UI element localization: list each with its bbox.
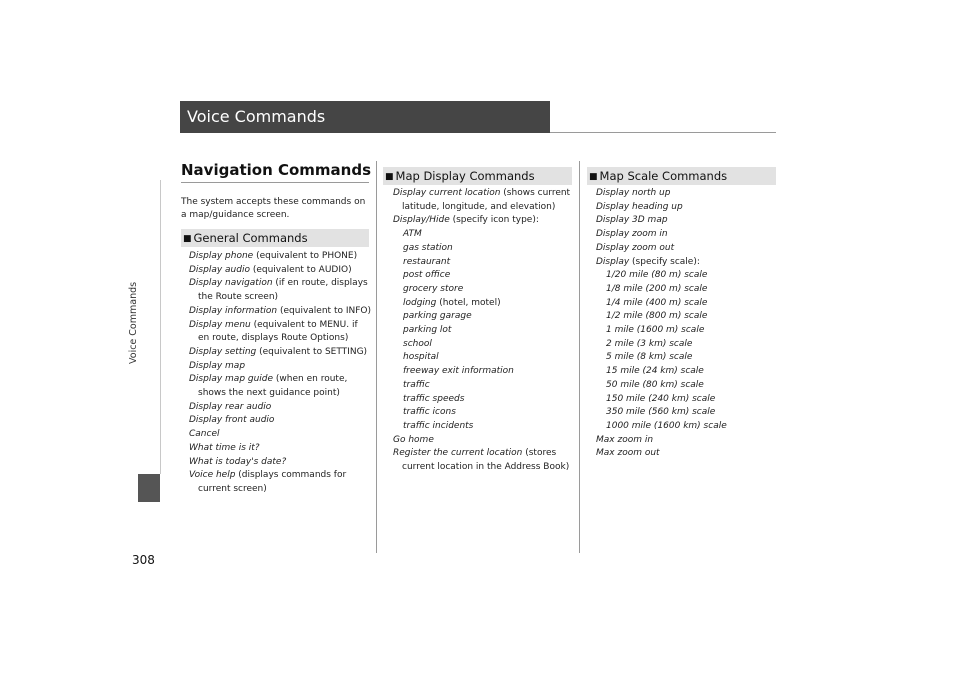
map-display-commands-list xyxy=(393,187,571,475)
command-note: (shows current latitude, longitude, and elevation) xyxy=(402,188,571,212)
command-phrase: Display front audio xyxy=(189,415,275,426)
command-item xyxy=(189,277,371,304)
heading-label: General Commands xyxy=(193,231,308,245)
command-item xyxy=(189,414,371,428)
command-item xyxy=(596,214,772,228)
command-item xyxy=(189,469,371,496)
intro-text: The system accepts these commands on a map/guidance screen. xyxy=(181,197,366,220)
scale-item: 1000 mile (1600 km) scale xyxy=(606,420,727,431)
command-phrase: Display heading up xyxy=(596,201,683,212)
section-title: Navigation Commands xyxy=(181,161,372,179)
command-note: (equivalent to AUDIO) xyxy=(249,264,352,275)
command-phrase: Display north up xyxy=(596,188,671,198)
command-phrase: Display rear audio xyxy=(189,401,272,412)
column-divider xyxy=(579,161,580,553)
command-phrase: Voice help xyxy=(189,470,236,481)
section-title-rule xyxy=(181,182,369,183)
command-phrase: Display navigation xyxy=(189,278,273,289)
scale-item: 1/4 mile (400 m) scale xyxy=(606,297,708,308)
command-item xyxy=(393,283,571,297)
command-note: (if en route, displays the Route screen) xyxy=(198,278,368,303)
command-phrase: grocery store xyxy=(403,283,464,294)
command-note: (specify icon type): xyxy=(449,215,539,226)
command-item xyxy=(393,406,571,420)
command-item xyxy=(189,319,371,346)
command-item xyxy=(189,305,371,319)
command-item xyxy=(596,228,772,242)
section-marker-icon: ■ xyxy=(385,172,394,182)
command-phrase: Display 3D map xyxy=(596,215,668,226)
command-phrase: parking garage xyxy=(403,311,472,322)
command-item xyxy=(189,373,371,400)
command-item xyxy=(596,256,772,270)
side-tab xyxy=(138,180,161,474)
command-phrase: Display audio xyxy=(189,264,250,275)
command-item xyxy=(393,365,571,379)
command-note: (hotel, motel) xyxy=(436,297,501,308)
command-item xyxy=(393,324,571,338)
scale-item: 1/8 mile (200 m) scale xyxy=(606,283,708,294)
command-phrase: What time is it? xyxy=(189,442,260,453)
command-item xyxy=(596,187,772,201)
section-marker-icon: ■ xyxy=(183,234,192,244)
command-item xyxy=(393,269,571,283)
command-phrase: Display/Hide xyxy=(393,215,450,226)
scale-item: 1/20 mile (80 m) scale xyxy=(606,270,708,281)
command-phrase: Cancel xyxy=(189,429,220,440)
command-phrase: Max zoom out xyxy=(596,448,660,459)
command-item xyxy=(393,310,571,324)
command-item xyxy=(393,393,571,407)
command-note: (equivalent to INFO) xyxy=(277,305,371,316)
command-note: (equivalent to SETTING) xyxy=(256,346,368,357)
scale-item: 150 mile (240 km) scale xyxy=(606,393,716,404)
general-commands-heading xyxy=(181,229,369,247)
command-item xyxy=(393,187,571,214)
command-item xyxy=(393,351,571,365)
scale-item: 15 mile (24 km) scale xyxy=(606,366,704,377)
map-scale-heading xyxy=(587,167,776,185)
command-phrase: freeway exit information xyxy=(403,366,514,377)
command-phrase: Display zoom out xyxy=(596,242,675,253)
command-item xyxy=(393,256,571,270)
command-item xyxy=(393,447,571,474)
scale-item: 50 mile (80 km) scale xyxy=(606,379,704,390)
command-note: (displays commands for current screen) xyxy=(198,470,347,494)
command-phrase: Display map guide xyxy=(189,374,274,385)
command-item xyxy=(189,250,371,264)
command-phrase: Go home xyxy=(393,434,434,445)
command-item xyxy=(189,346,371,360)
command-phrase: Max zoom in xyxy=(596,434,654,445)
command-phrase: post office xyxy=(403,270,451,281)
scale-item: 2 mile (3 km) scale xyxy=(606,338,693,349)
side-tab-marker xyxy=(138,474,160,502)
command-phrase: traffic incidents xyxy=(403,420,474,431)
side-tab-label: Voice Commands xyxy=(128,281,139,364)
command-phrase: Display information xyxy=(189,305,278,316)
command-note: (equivalent to MENU. if en route, displays Route Options) xyxy=(198,319,358,344)
command-note: (specify scale): xyxy=(629,256,700,267)
command-item xyxy=(393,338,571,352)
scale-item: 5 mile (8 km) scale xyxy=(606,352,693,363)
command-item xyxy=(596,242,772,256)
command-item xyxy=(393,434,571,448)
general-commands-list xyxy=(189,250,371,497)
command-item xyxy=(596,447,772,461)
command-item xyxy=(189,401,371,415)
command-item xyxy=(393,214,571,228)
command-item xyxy=(393,420,571,434)
command-item xyxy=(189,456,371,470)
command-phrase: Display menu xyxy=(189,319,251,330)
column-divider xyxy=(376,161,377,553)
command-phrase: parking lot xyxy=(403,325,452,336)
page-number: 308 xyxy=(132,553,155,567)
command-item xyxy=(189,428,371,442)
command-item xyxy=(596,434,772,448)
command-phrase: traffic speeds xyxy=(403,393,465,404)
command-item xyxy=(393,242,571,256)
scale-item: 1 mile (1600 m) scale xyxy=(606,325,705,336)
command-note: (equivalent to PHONE) xyxy=(253,251,358,261)
command-phrase: traffic icons xyxy=(403,407,456,418)
command-phrase: ATM xyxy=(403,229,422,240)
command-item xyxy=(596,201,772,215)
command-phrase: restaurant xyxy=(403,256,451,267)
command-phrase: Display current location xyxy=(393,188,501,198)
command-phrase: Display phone xyxy=(189,251,254,261)
command-phrase: lodging xyxy=(403,297,437,308)
section-marker-icon: ■ xyxy=(589,172,598,182)
map-display-heading xyxy=(383,167,572,185)
command-phrase: What is today's date? xyxy=(189,456,287,467)
command-phrase: Display zoom in xyxy=(596,229,668,240)
command-item xyxy=(393,228,571,242)
map-scale-commands-list xyxy=(596,187,772,461)
scale-item: 350 mile (560 km) scale xyxy=(606,407,716,418)
page-header-title: Voice Commands xyxy=(180,101,550,133)
command-item xyxy=(189,442,371,456)
header-rule xyxy=(550,132,776,133)
command-phrase: gas station xyxy=(403,242,453,253)
command-item xyxy=(189,264,371,278)
heading-label: Map Scale Commands xyxy=(599,169,728,183)
command-phrase: Display map xyxy=(189,360,246,371)
command-phrase: Display setting xyxy=(189,346,257,357)
command-phrase: Register the current location xyxy=(393,448,523,459)
scale-item: 1/2 mile (800 m) scale xyxy=(606,311,708,322)
command-phrase: school xyxy=(403,338,432,349)
command-note: (when en route, shows the next guidance point) xyxy=(198,374,348,399)
heading-label: Map Display Commands xyxy=(395,169,535,183)
command-item xyxy=(393,379,571,393)
command-item xyxy=(393,297,571,311)
command-item xyxy=(189,360,371,374)
command-phrase: hospital xyxy=(403,352,439,363)
command-note: (stores current location in the Address Book) xyxy=(402,448,570,473)
command-phrase: Display xyxy=(596,256,630,267)
command-phrase: traffic xyxy=(403,379,430,390)
